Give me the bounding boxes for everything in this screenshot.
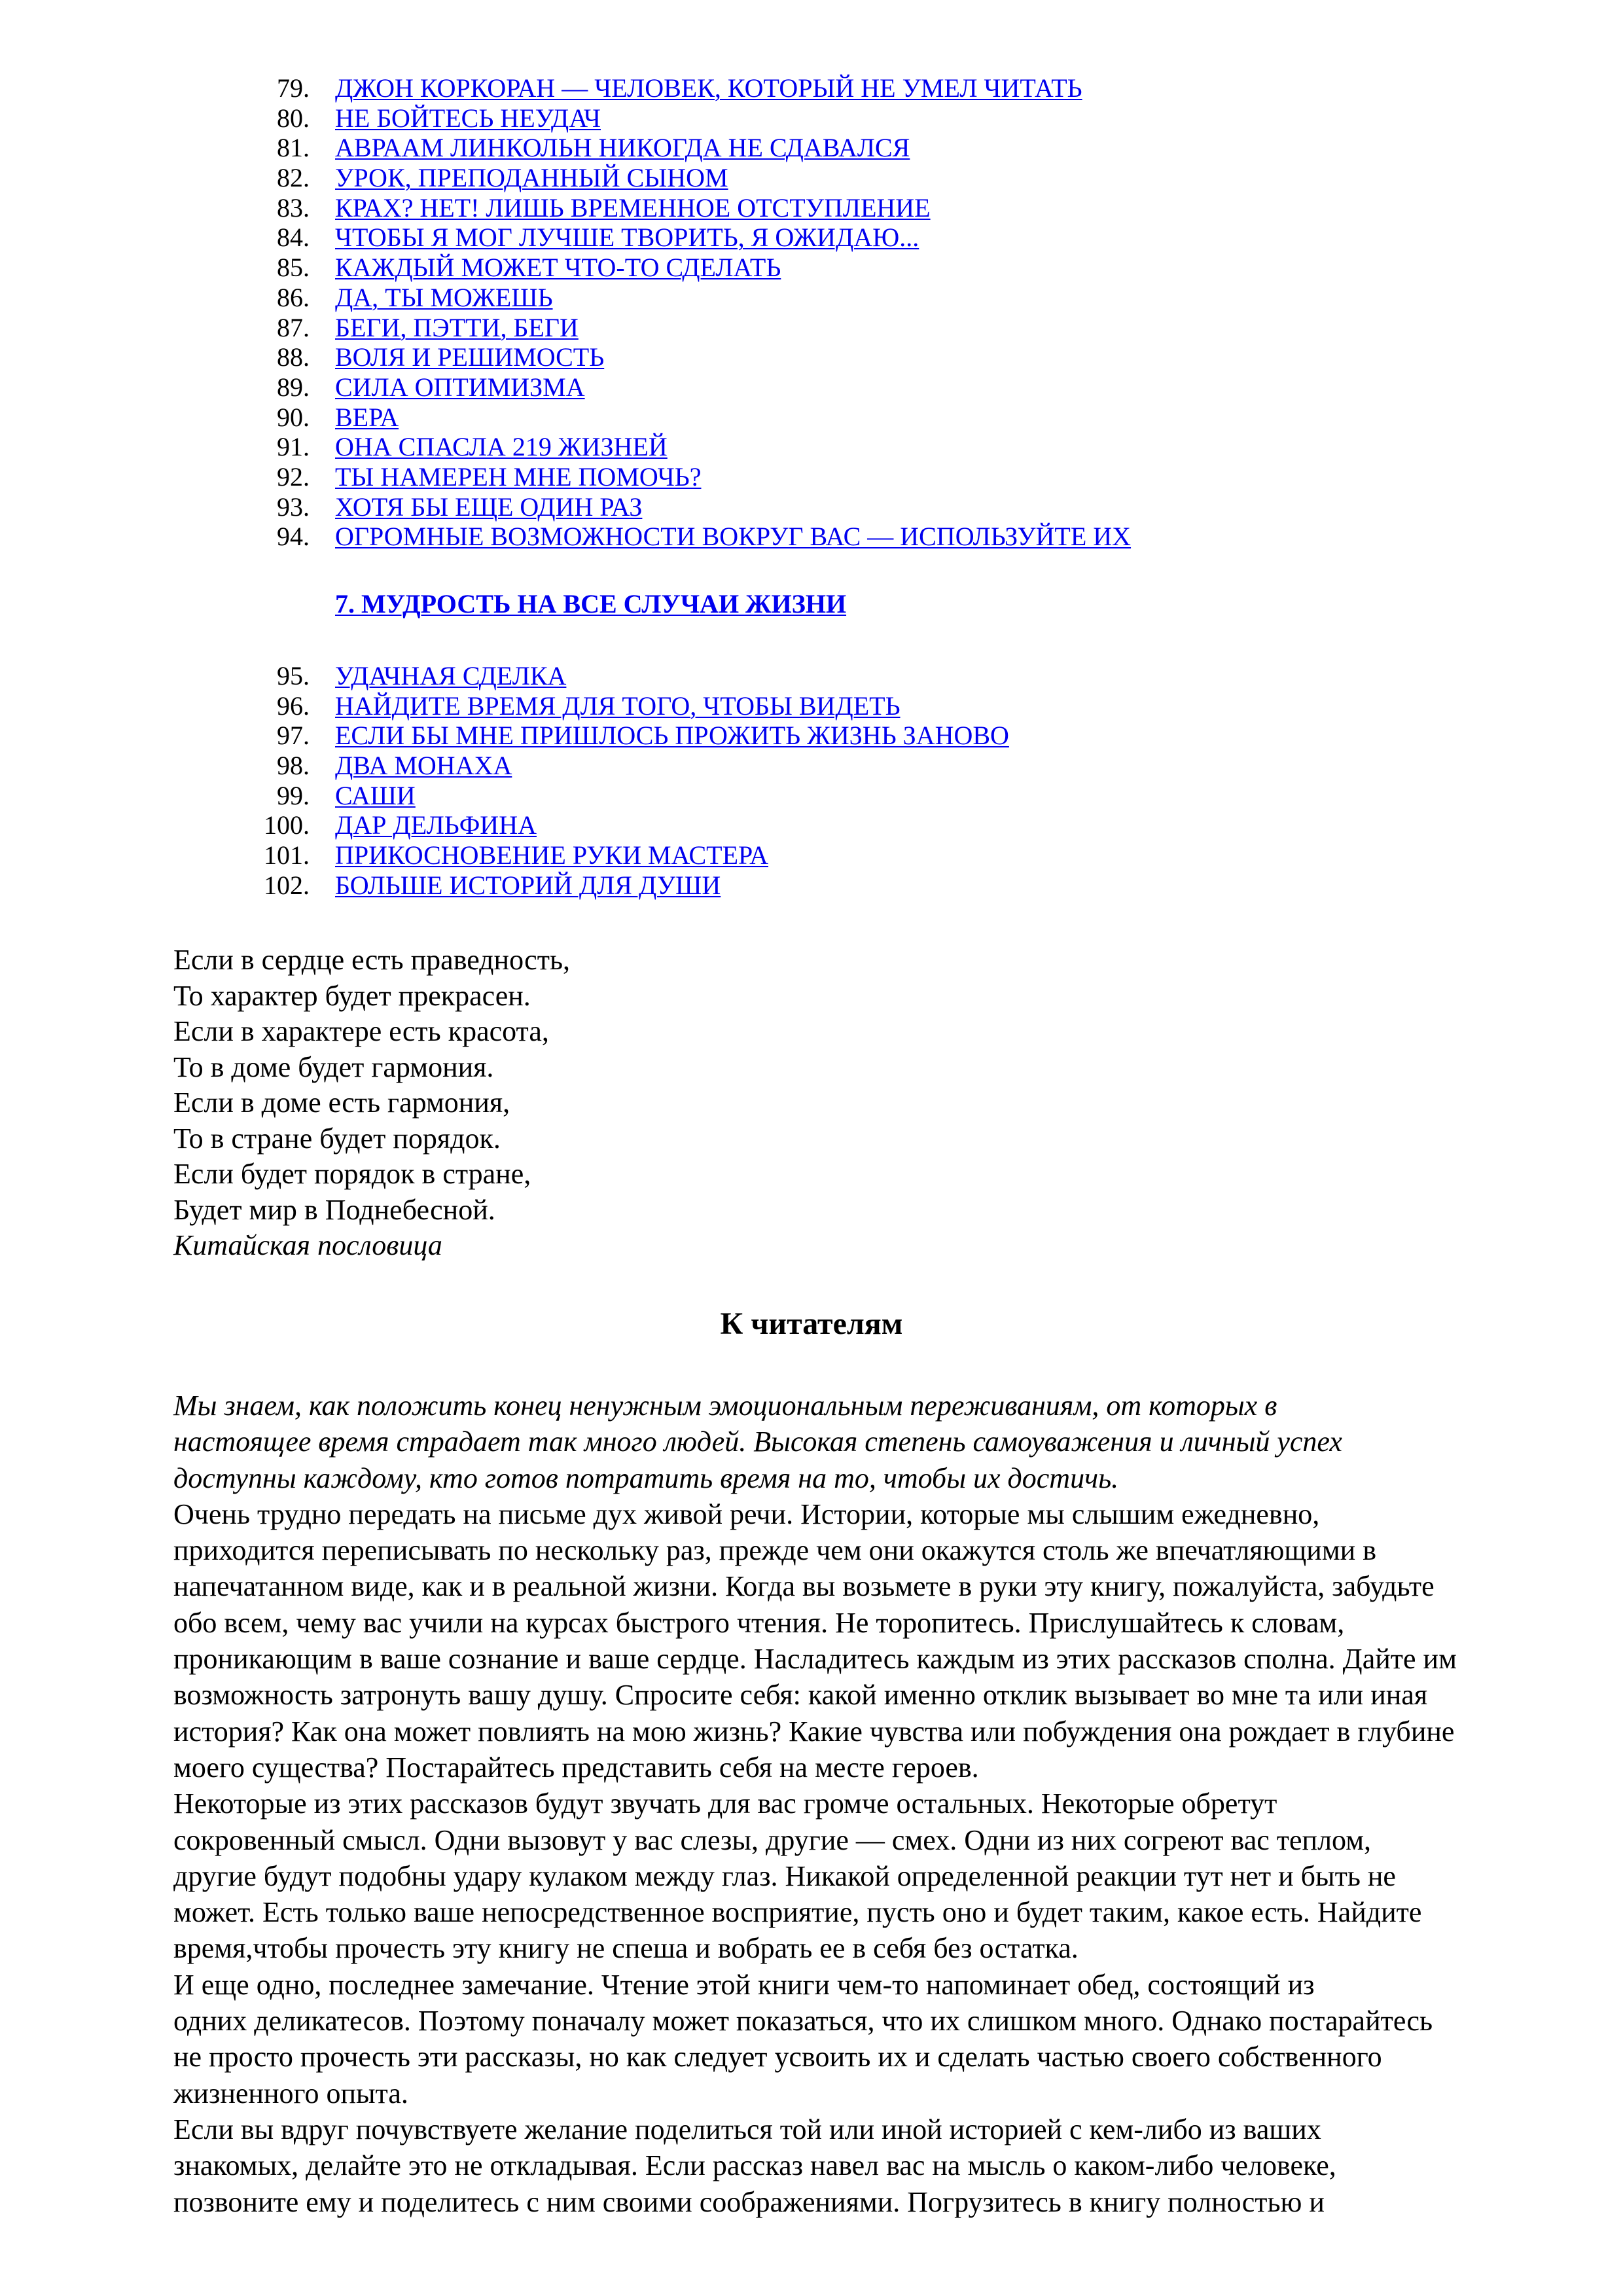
toc-item-number: 85. xyxy=(277,253,310,283)
toc-item-number: 102. xyxy=(264,870,310,900)
poem-line: Если будет порядок в стране, xyxy=(173,1158,531,1190)
article-title: К читателям xyxy=(720,1306,903,1341)
toc-item-number: 99. xyxy=(277,780,310,810)
toc-item-link[interactable]: КРАХ? НЕТ! ЛИШЬ ВРЕМЕННОЕ ОТСТУПЛЕНИЕ xyxy=(335,192,931,223)
paragraph-line: доступны каждому, кто готов потратить время на то, чтобы их достичь. xyxy=(173,1462,1119,1494)
toc-item-link[interactable]: ОГРОМНЫЕ ВОЗМОЖНОСТИ ВОКРУГ ВАС — ИСПОЛЬЗУЙТЕ ИХ xyxy=(335,522,1132,552)
paragraph-line: время,чтобы прочесть эту книгу не спеша и вобрать ее в себя без остатка. xyxy=(173,1932,1079,1965)
toc-item-number: 96. xyxy=(277,691,310,721)
toc-item-link[interactable]: САШИ xyxy=(335,780,416,810)
poem-line: Если в доме есть гармония, xyxy=(173,1086,510,1119)
poem-line: То характер будет прекрасен. xyxy=(173,979,531,1012)
poem-attribution: Китайская пословица xyxy=(173,1229,442,1261)
paragraph-line: настоящее время страдает так много людей. Высокая степень самоуважения и личный успех xyxy=(173,1426,1342,1458)
paragraph-line: приходится переписывать по нескольку раз, прежде чем они окажутся столь же впечатляющими в xyxy=(173,1534,1376,1567)
toc-item-link[interactable]: КАЖДЫЙ МОЖЕТ ЧТО-ТО СДЕЛАТЬ xyxy=(335,253,781,283)
section-heading-link[interactable]: 7. МУДРОСТЬ НА ВСЕ СЛУЧАИ ЖИЗНИ xyxy=(335,589,847,619)
toc-item-link[interactable]: СИЛА ОПТИМИЗМА xyxy=(335,372,585,402)
toc-item-link[interactable]: ТЫ НАМЕРЕН МНЕ ПОМОЧЬ? xyxy=(335,461,702,492)
poem-line: Если в сердце есть праведность, xyxy=(173,944,571,976)
paragraph-line: не просто прочесть эти рассказы, но как следует усвоить их и сделать частью своего собственного xyxy=(173,2041,1382,2073)
toc-item-link[interactable]: НАЙДИТЕ ВРЕМЯ ДЛЯ ТОГО, ЧТОБЫ ВИДЕТЬ xyxy=(335,691,901,721)
toc-item-number: 80. xyxy=(277,103,310,133)
toc-item-link[interactable]: АВРААМ ЛИНКОЛЬН НИКОГДА НЕ СДАВАЛСЯ xyxy=(335,133,910,163)
toc-item-number: 100. xyxy=(264,810,310,840)
toc-item-link[interactable]: УДАЧНАЯ СДЕЛКА xyxy=(335,661,567,691)
toc-item-number: 97. xyxy=(277,721,310,751)
toc-item-number: 86. xyxy=(277,282,310,312)
poem-lines xyxy=(173,942,570,1228)
paragraph-line: знакомых, делайте это не откладывая. Если рассказ навел вас на мысль о каком-либо человеке, xyxy=(173,2149,1336,2182)
toc-item-link[interactable]: ЧТОБЫ Я МОГ ЛУЧШЕ ТВОРИТЬ, Я ОЖИДАЮ... xyxy=(335,223,919,253)
paragraph-line: Некоторые из этих рассказов будут звучать для вас громче остальных. Некоторые обретут xyxy=(173,1787,1277,1820)
paragraph-line: может. Есть только ваше непосредственное восприятие, пусть оно и будет таким, какое есть. Найдите xyxy=(173,1896,1422,1929)
paragraph-line: позвоните ему и поделитесь с ним своими соображениями. Погрузитесь в книгу полностью и xyxy=(173,2185,1325,2218)
paragraph-line: моего существа? Постарайтесь представить себя на месте героев. xyxy=(173,1751,979,1784)
toc-item-link[interactable]: ДА, ТЫ МОЖЕШЬ xyxy=(335,282,553,312)
paragraph-line: обо всем, чему вас учили на курсах быстрого чтения. Не торопитесь. Прислушайтесь к словам, xyxy=(173,1606,1345,1639)
toc-item-number: 95. xyxy=(277,661,310,691)
toc-item-link[interactable]: ВОЛЯ И РЕШИМОСТЬ xyxy=(335,342,605,372)
toc-item-number: 101. xyxy=(264,840,310,870)
toc-item-number: 89. xyxy=(277,372,310,402)
toc-item-link[interactable]: ДВА МОНАХА xyxy=(335,751,512,781)
body-paragraph xyxy=(124,1388,1548,1496)
body-paragraph xyxy=(124,1785,1548,1966)
epigraph-poem xyxy=(173,942,570,1264)
toc-item-number: 88. xyxy=(277,342,310,372)
toc-item-number: 81. xyxy=(277,133,310,163)
paragraph-line: возможность затронуть вашу душу. Спросите себя: какой именно отклик вызывает во мне та или иная xyxy=(173,1679,1428,1712)
toc-item-number: 87. xyxy=(277,312,310,342)
toc-item-number: 91. xyxy=(277,432,310,462)
toc-item-link[interactable]: ЕСЛИ БЫ МНЕ ПРИШЛОСЬ ПРОЖИТЬ ЖИЗНЬ ЗАНОВО xyxy=(335,721,1009,751)
poem-line: То в стране будет порядок. xyxy=(173,1122,501,1155)
paragraph-line: Если вы вдруг почувствуете желание поделиться той или иной историей с кем-либо из ваших xyxy=(173,2113,1321,2145)
toc-item-number: 92. xyxy=(277,461,310,492)
paragraph-line: Мы знаем, как положить конец ненужным эмоциональным переживаниям, от которых в xyxy=(173,1390,1277,1422)
toc-item-link[interactable]: ДАР ДЕЛЬФИНА xyxy=(335,810,537,840)
poem-line: То в доме будет гармония. xyxy=(173,1050,494,1083)
body-paragraph xyxy=(124,1496,1548,1785)
paragraph-line: Очень трудно передать на письме дух живой речи. Истории, которые мы слышим ежедневно, xyxy=(173,1498,1320,1530)
poem-line: Будет мир в Поднебесной. xyxy=(173,1193,495,1226)
article-body xyxy=(124,1388,1548,2220)
toc-item-link[interactable]: ОНА СПАСЛА 219 ЖИЗНЕЙ xyxy=(335,432,668,462)
toc-item-link[interactable]: БЕГИ, ПЭТТИ, БЕГИ xyxy=(335,312,579,342)
paragraph-line: сокровенный смысл. Одни вызовут у вас слезы, другие — смех. Одни из них согреют вас теплом, xyxy=(173,1823,1372,1856)
toc-item-number: 98. xyxy=(277,751,310,781)
toc-item-number: 83. xyxy=(277,192,310,223)
paragraph-line: проникающим в ваше сознание и ваше сердце. Насладитесь каждым из этих рассказов сполна. Дайте им xyxy=(173,1643,1457,1676)
body-paragraph xyxy=(124,2111,1548,2220)
toc-item-number: 82. xyxy=(277,163,310,193)
toc-item-link[interactable]: БОЛЬШЕ ИСТОРИЙ ДЛЯ ДУШИ xyxy=(335,870,721,900)
paragraph-line: одних деликатесов. Поэтому поначалу может показаться, что их слишком много. Однако постарайтесь xyxy=(173,2005,1433,2037)
toc-item-link[interactable]: ДЖОН КОРКОРАН — ЧЕЛОВЕК, КОТОРЫЙ НЕ УМЕЛ ЧИТАТЬ xyxy=(335,73,1082,103)
toc-item-number: 90. xyxy=(277,402,310,432)
toc-item-link[interactable]: ПРИКОСНОВЕНИЕ РУКИ МАСТЕРА xyxy=(335,840,769,870)
toc-item-number: 84. xyxy=(277,223,310,253)
poem-line: Если в характере есть красота, xyxy=(173,1015,549,1047)
toc-item-number: 94. xyxy=(277,522,310,552)
toc-item-number: 93. xyxy=(277,492,310,522)
toc-item-link[interactable]: ВЕРА xyxy=(335,402,399,432)
paragraph-line: жизненного опыта. xyxy=(173,2077,408,2109)
paragraph-line: И еще одно, последнее замечание. Чтение этой книги чем-то напоминает обед, состоящий из xyxy=(173,1968,1315,2001)
paragraph-line: история? Как она может повлиять на мою жизнь? Какие чувства или побуждения она рождает в глубине xyxy=(173,1715,1455,1748)
paragraph-line: напечатанном виде, как и в реальной жизни. Когда вы возьмете в руки эту книгу, пожалуйста, забудьте xyxy=(173,1570,1435,1603)
toc-item-link[interactable]: НЕ БОЙТЕСЬ НЕУДАЧ xyxy=(335,103,601,133)
toc-item-link[interactable]: УРОК, ПРЕПОДАННЫЙ СЫНОМ xyxy=(335,163,728,193)
toc-item-number: 79. xyxy=(277,73,310,103)
body-paragraph xyxy=(124,1967,1548,2111)
paragraph-line: другие будут подобны удару кулаком между глаз. Никакой определенной реакции тут нет и быть не xyxy=(173,1859,1396,1892)
toc-item-link[interactable]: ХОТЯ БЫ ЕЩЕ ОДИН РАЗ xyxy=(335,492,643,522)
